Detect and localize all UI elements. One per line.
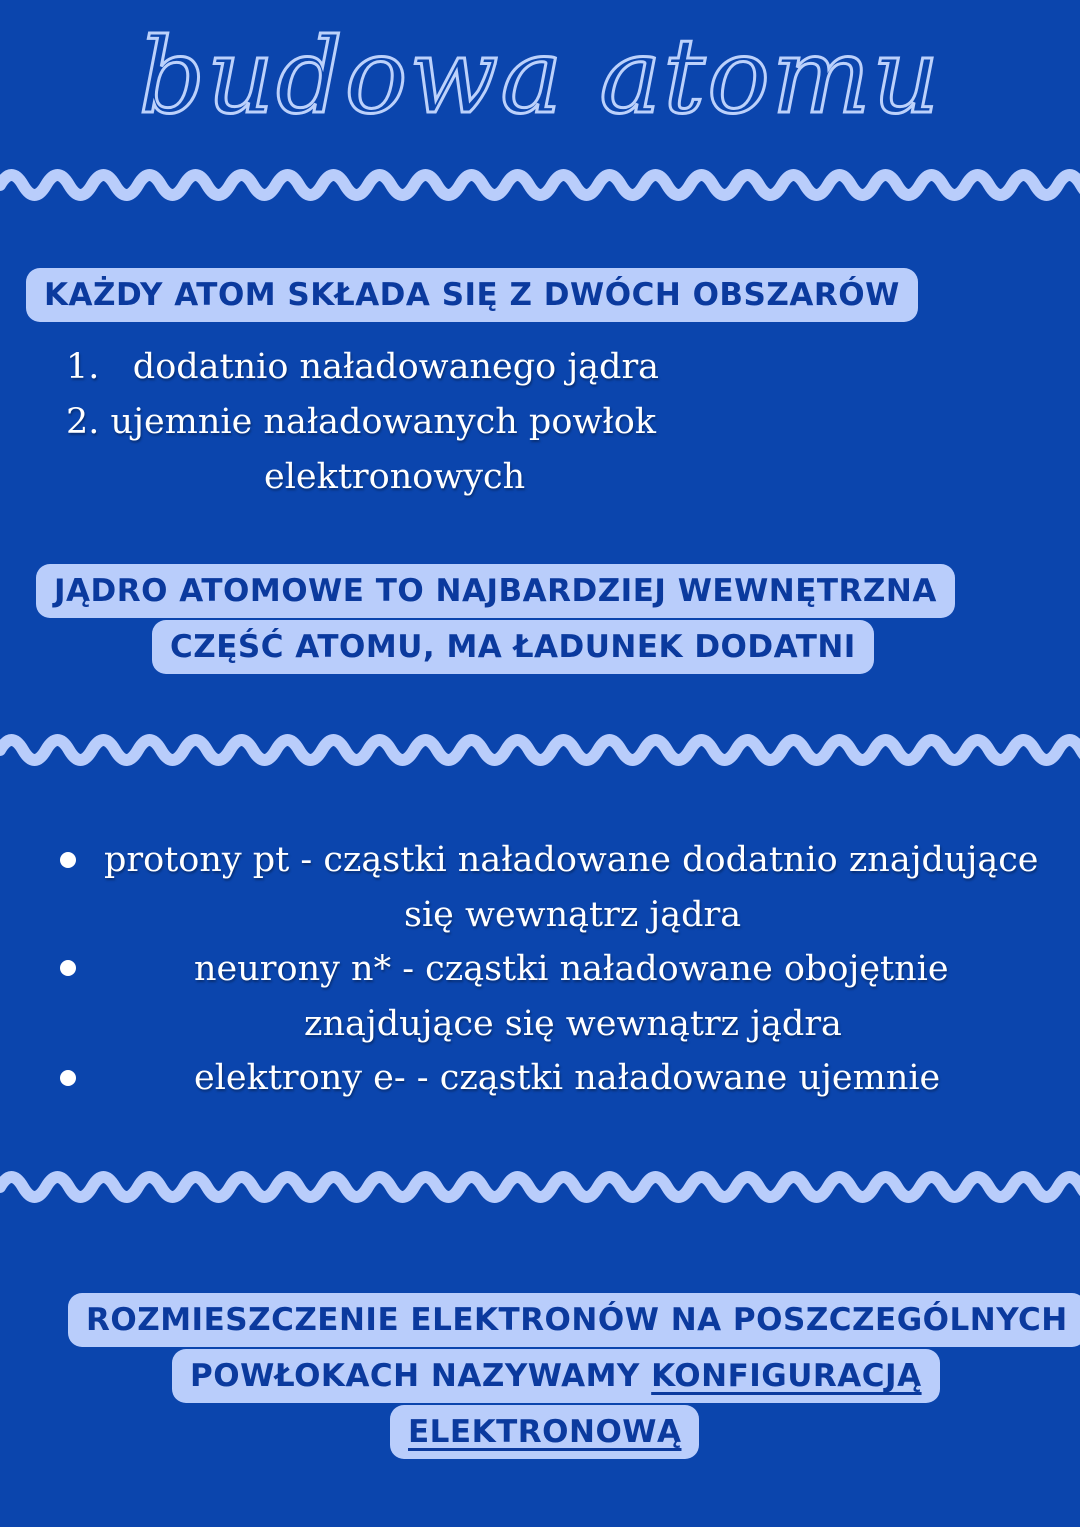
title-text: budowa atomu [138,15,942,137]
bullet-neutrons-line-2: znajdujące się wewnątrz jądra [304,1004,842,1044]
configuration-pill [390,1405,699,1459]
nucleus-definition-line-2 [152,620,874,674]
list-item-2-continued [264,450,525,505]
list-text: dodatnio naładowanego jądra [132,347,660,387]
configuration-line-3 [390,1405,699,1459]
bullet-protons-line-1: protony pt - cząstki naładowane dodatnio znajdujące [104,840,1039,880]
wave-divider-2 [0,725,1080,775]
list-text: ujemnie naładowanych powłok [110,402,656,442]
bullet-dot [60,852,76,868]
bullet-neutrons-line-1: neurony n* - cząstki naładowane obojętnie [194,949,949,989]
list-text: elektronowych [264,457,526,497]
list-item-1 [66,340,659,395]
list-number: 2. [66,402,100,442]
definition-pill: CZĘŚĆ ATOMU, MA ŁADUNEK DODATNI [152,620,874,674]
configuration-line-2 [172,1349,940,1403]
heading-pill: KAŻDY ATOM SKŁADA SIĘ Z DWÓCH OBSZARÓW [26,268,918,322]
configuration-term-cont: ELEKTRONOWĄ [408,1414,682,1450]
bullet-dot [60,960,76,976]
configuration-text: POWŁOKACH NAZYWAMY [190,1358,652,1394]
page-title [0,6,1080,146]
list-item-2 [66,395,656,450]
configuration-term: KONFIGURACJĄ [651,1358,922,1394]
nucleus-definition-line-1 [36,564,955,618]
bullet-protons-line-2: się wewnątrz jądra [404,895,742,935]
configuration-line-1 [68,1293,1080,1347]
wave-divider-3 [0,1162,1080,1212]
configuration-pill: ROZMIESZCZENIE ELEKTRONÓW NA POSZCZEGÓLNYCH [68,1293,1080,1347]
definition-pill: JĄDRO ATOMOWE TO NAJBARDZIEJ WEWNĘTRZNA [36,564,955,618]
bullet-electrons-line-1: elektrony e- - cząstki naładowane ujemnie [194,1058,941,1098]
wave-divider-1 [0,160,1080,210]
list-number: 1. [66,347,100,387]
bullet-dot [60,1070,76,1086]
configuration-pill [172,1349,940,1403]
atom-regions-heading [26,268,918,322]
